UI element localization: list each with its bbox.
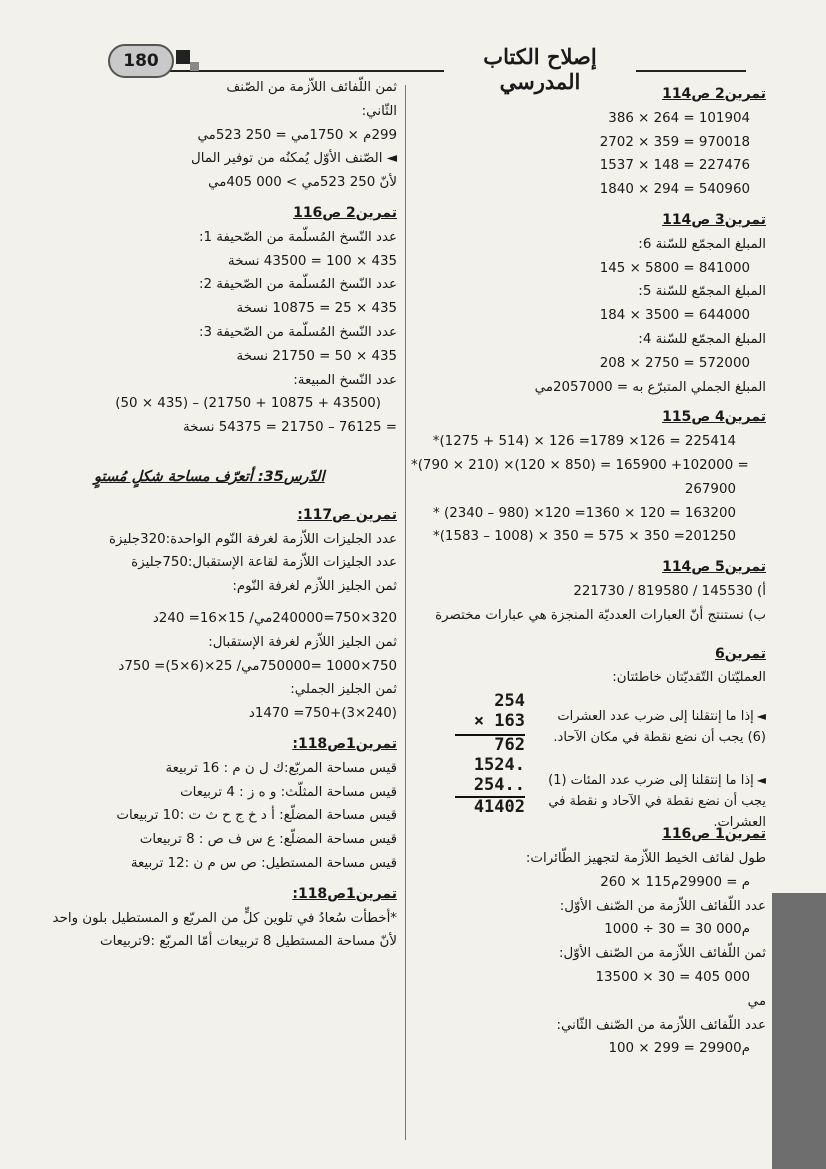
equation-line: (50 × 435) – (21750 + 10875 + 43500): [115, 396, 381, 412]
exercise-title: تمرين2 ص116: [293, 204, 397, 221]
text-line: قيس مساحة المربّع:ك ل ن م : 16 تربيعة: [165, 760, 397, 776]
text-line: لأنّ 250 523مي > 000 405مي: [208, 175, 397, 191]
text-line: المبلغ المجمّع للسّنة 5:: [638, 284, 766, 300]
equation-line: 1537 × 148 = 227476: [599, 158, 750, 174]
text-line: عدد النّسخ المُسلّمة من الصّحيفة 1:: [199, 229, 397, 245]
exercise-title: تمرين1ص118:: [292, 735, 397, 752]
equation-line: 386 × 264 = 101904: [608, 110, 750, 126]
text-line: عدد اللّفائف اللاّزمة من الصّنف الأوّل:: [559, 898, 766, 914]
text-line: مي: [747, 993, 766, 1009]
text-line: العمليّتان التّقديّتان خاطئتان:: [612, 670, 766, 686]
column-divider: [405, 85, 406, 1140]
mult-note-tens: ◄إذا ما إنتقلنا إلى ضرب عدد العشرات (6) يجب أن نضع نقطة في مكان الآحاد.: [546, 706, 766, 748]
multiplier: × 163: [473, 711, 525, 732]
equation-line: 267900: [684, 481, 736, 497]
partial-product-2: 1524.: [473, 755, 525, 776]
equation-line: 260 × 115م = 29900م: [600, 874, 750, 890]
text-line: = 76125 – 21750 = 54375 نسخة: [182, 420, 397, 436]
equation-line: 208 × 2750 = 572000: [599, 355, 750, 371]
equation-line: 2702 × 359 = 970018: [599, 134, 750, 150]
partial-product-3: 254..: [473, 775, 525, 796]
text-line: ثمن اللّفائف اللاّزمة من الصّنف الأوّل:: [559, 946, 766, 962]
text-line: قيس مساحة المضلّع: ع س ف ص : 8 تربيعات: [139, 832, 397, 848]
exercise-title: تمرين1 ص116: [662, 826, 766, 843]
text-line: 435 × 100 = 43500 نسخة: [228, 253, 397, 269]
text-line: قيس مساحة المضلّع: أ د خ ج ح ث ت :10 تربيعات: [116, 808, 397, 824]
text-line: 320×750=240000مي/ 15×16= 240د: [152, 610, 397, 626]
text-line: المبلغ الجملي المتبرّع به = 2057000مي: [534, 379, 766, 395]
equation-line: 184 × 3500 = 644000: [599, 308, 750, 324]
spacer: [411, 628, 766, 636]
product-result: 41402: [473, 797, 525, 818]
page-number-badge: 180: [108, 44, 174, 78]
text-line: عدد الجليزات اللاّزمة لقاعة الإستقبال:750جليزة: [131, 555, 397, 571]
multiplication-block: [411, 690, 766, 831]
exercise-title: تمرين4 ص115: [662, 409, 766, 426]
right-column: [411, 76, 766, 1061]
exercise-title: تمرين1ص118:: [292, 885, 397, 902]
text-line: الثّاني:: [361, 103, 397, 119]
text-line: 435 × 25 = 10875 نسخة: [236, 301, 397, 317]
decor-square: [190, 62, 199, 71]
text-line: عدد النّسخ المُسلّمة من الصّحيفة 3:: [199, 324, 397, 340]
text-line: *أخطأت سُعادُ في تلوين كلٍّ من المربّع و المستطيل بلون واحد: [52, 910, 397, 926]
text-line: المبلغ المجمّع للسّنة 6:: [638, 236, 766, 252]
multiplicand: 254: [494, 691, 525, 712]
text-line: ثمن الجليز اللاّزم لغرفة الإستقبال:: [208, 634, 397, 650]
equation-line: *(790 × 210) ×(120 × 850) = 165900 +102000 =: [411, 457, 749, 473]
left-column: [52, 76, 397, 954]
text-line: ثمن الجليز اللاّزم لغرفة النّوم:: [232, 579, 397, 595]
text-line: 750×1000 =750000مي/ 25×(6×5)= 750د: [118, 658, 397, 674]
text-line: 435 × 50 = 21750 نسخة: [236, 348, 397, 364]
decor-square: [176, 50, 190, 64]
text-line: ثمن الجليز الجملي:: [290, 682, 397, 698]
partial-product-1: 762: [494, 735, 525, 756]
exercise-title: تمرين5 ص114: [662, 559, 766, 576]
equation-line: *(1583 – 1008) × 350 = 575 × 350 =201250: [433, 529, 736, 545]
text-line: 299م × 1750مي = 250 523مي: [197, 127, 397, 143]
text-line: ب) نستنتج أنّ العبارات العدديّة المنجزة هي عبارات مختصرة: [435, 607, 766, 623]
exercise-title: تمرين3 ص114: [662, 211, 766, 228]
mult-note-hundreds: ◄إذا ما إنتقلنا إلى ضرب عدد المئات (1) يجب أن نضع نقطة في الآحاد و نقطة في العشرات.: [546, 770, 766, 833]
equation-line: 13500 × 30 = 405 000: [595, 969, 750, 985]
text-line: طول لفائف الخيط اللاّزمة لتجهيز الطّائرات:: [525, 850, 766, 866]
equation-line: *(1275 + 514) × 126 =1789 ×126 = 225414: [432, 434, 736, 450]
equation-line: 1840 × 294 = 540960: [599, 182, 750, 198]
text-line: قيس مساحة المستطيل: ص س م ن :12 تربيعة: [130, 855, 397, 871]
exercise-title: تمرين ص117:: [297, 506, 397, 523]
page-title: إصلاح الكتاب المدرسي: [444, 44, 636, 94]
equation-line: * (2340 – 980) ×120 =1360 × 120 = 163200: [433, 505, 736, 521]
side-tab: [772, 893, 826, 1169]
text-line: عدد النّسخ المبيعة:: [293, 372, 397, 388]
text-line: عدد النّسخ المُسلّمة من الصّحيفة 2:: [199, 277, 397, 293]
text-line: أ) 145530 / 819580 / 221730: [573, 583, 766, 599]
text-line: قيس مساحة المثلّث: و ه ز : 4 تربيعات: [180, 784, 397, 800]
equation-line: 100 × 299 = 29900م: [608, 1041, 750, 1057]
exercise-title: تمرين6: [715, 645, 766, 662]
text-line: لأنّ مساحة المستطيل 8 تربيعات أمّا المربّع :9تربيعات: [99, 934, 397, 950]
text-line: ◄ الصّنف الأوّل يُمكنُه من توفير المال: [191, 151, 397, 167]
text-line: (240×3)+750= 1470د: [248, 706, 397, 722]
arrow-left-icon: ◄: [756, 709, 766, 724]
text-line: ثمن اللّفائف اللاّزمة من الصّنف: [226, 80, 397, 95]
arrow-left-icon: ◄: [756, 773, 766, 788]
exercise-title: تمرين2 ص114: [662, 86, 766, 102]
text-line: عدد الجليزات اللاّزمة لغرفة النّوم الواحدة:320جليزة: [108, 531, 397, 547]
spacer: [92, 599, 397, 607]
equation-line: 1000 ÷ 30 = 30 000م: [604, 922, 750, 938]
equation-line: 145 × 5800 = 841000: [599, 260, 750, 276]
lesson-title: الدّرس35: أتعرّف مساحة شكلٍ مُستوٍ: [94, 468, 325, 485]
text-line: عدد اللّفائف اللاّزمة من الصّنف الثّاني:: [556, 1017, 766, 1033]
text-line: المبلغ المجمّع للسّنة 4:: [638, 331, 766, 347]
